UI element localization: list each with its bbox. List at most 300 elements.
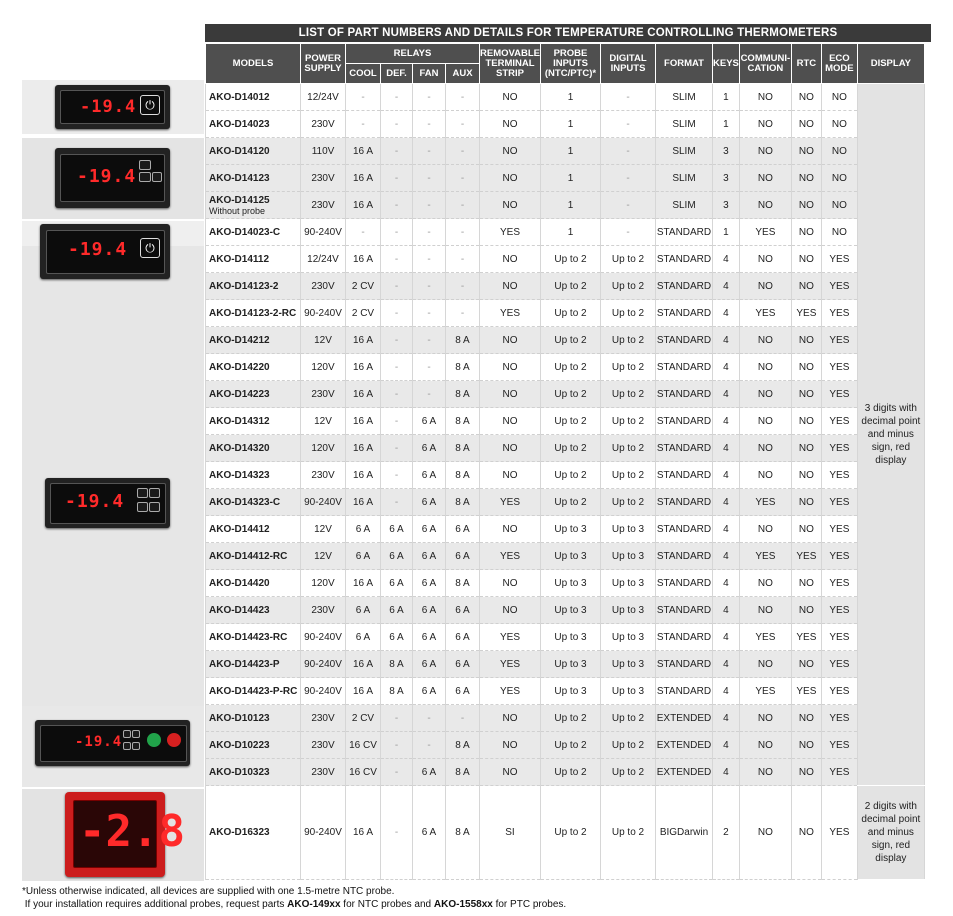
probe-cell: Up to 2 (541, 786, 601, 880)
strip-cell: NO (480, 705, 541, 732)
fan-cell: 6 A (413, 651, 446, 678)
red-button-icon (167, 733, 181, 747)
rtc-cell: NO (791, 516, 821, 543)
digital-cell: Up to 2 (601, 381, 656, 408)
power-cell: 230V (301, 273, 346, 300)
aux-cell: - (446, 111, 480, 138)
format-cell: STANDARD (656, 624, 713, 651)
strip-cell: NO (480, 516, 541, 543)
eco-cell: YES (821, 408, 857, 435)
fan-cell: 6 A (413, 462, 446, 489)
table-row (206, 381, 925, 408)
def-cell: - (381, 300, 413, 327)
cool-cell: 16 A (346, 381, 381, 408)
power-cell: 12/24V (301, 84, 346, 111)
cool-cell: 16 A (346, 786, 381, 880)
table-row (206, 219, 925, 246)
footnote (22, 885, 566, 911)
comm-cell: NO (739, 381, 791, 408)
strip-cell: NO (480, 381, 541, 408)
device-readout: -19.4 (77, 166, 137, 187)
comm-cell: NO (739, 732, 791, 759)
power-cell: 90-240V (301, 300, 346, 327)
keys-cell: 4 (713, 651, 740, 678)
rtc-cell: YES (791, 624, 821, 651)
cool-cell: 16 CV (346, 732, 381, 759)
digital-cell: Up to 3 (601, 678, 656, 705)
keys-cell: 4 (713, 435, 740, 462)
format-cell: STANDARD (656, 408, 713, 435)
format-cell: STANDARD (656, 651, 713, 678)
keys-cell: 2 (713, 786, 740, 880)
eco-cell: YES (821, 489, 857, 516)
power-cell: 110V (301, 138, 346, 165)
keys-cell: 4 (713, 246, 740, 273)
col-aux: AUX (446, 64, 480, 84)
strip-cell: NO (480, 138, 541, 165)
comm-cell: NO (739, 435, 791, 462)
rtc-cell: NO (791, 111, 821, 138)
power-cell: 230V (301, 192, 346, 219)
digital-cell: Up to 2 (601, 300, 656, 327)
format-cell: STANDARD (656, 246, 713, 273)
keys-cell: 4 (713, 732, 740, 759)
power-icon: ⏻ (140, 238, 160, 258)
table-row (206, 786, 925, 880)
digital-cell: - (601, 138, 656, 165)
col-keys: KEYS (713, 44, 740, 84)
cool-cell: 16 A (346, 165, 381, 192)
rtc-cell: NO (791, 732, 821, 759)
power-cell: 230V (301, 165, 346, 192)
power-cell: 90-240V (301, 651, 346, 678)
footnote-line-2: If your installation requires additional probes, request parts AKO-149xx for NTC probes and AKO-1558xx for PTC probes. (24, 899, 567, 910)
fan-cell: - (413, 246, 446, 273)
digital-cell: - (601, 111, 656, 138)
table-row (206, 84, 925, 111)
aux-cell: 6 A (446, 678, 480, 705)
eco-cell: NO (821, 111, 857, 138)
eco-cell: NO (821, 165, 857, 192)
power-cell: 12V (301, 327, 346, 354)
aux-cell: 8 A (446, 435, 480, 462)
power-cell: 90-240V (301, 489, 346, 516)
keys-cell: 4 (713, 678, 740, 705)
col-def: DEF. (381, 64, 413, 84)
def-cell: - (381, 408, 413, 435)
fan-cell: - (413, 732, 446, 759)
cool-cell: 16 CV (346, 759, 381, 786)
device-key-icon (152, 172, 162, 182)
format-cell: STANDARD (656, 543, 713, 570)
power-cell: 12/24V (301, 246, 346, 273)
cool-cell: 16 A (346, 678, 381, 705)
keys-cell: 4 (713, 705, 740, 732)
comm-cell: NO (739, 759, 791, 786)
strip-cell: NO (480, 759, 541, 786)
model-cell: AKO-D14423-P (206, 651, 301, 678)
strip-cell: NO (480, 111, 541, 138)
device-key-icon (123, 742, 131, 750)
rtc-cell: NO (791, 219, 821, 246)
probe-cell: 1 (541, 111, 601, 138)
rtc-cell: NO (791, 786, 821, 880)
def-cell: - (381, 462, 413, 489)
aux-cell: 8 A (446, 570, 480, 597)
table-row (206, 651, 925, 678)
probe-cell: Up to 2 (541, 705, 601, 732)
cool-cell: - (346, 84, 381, 111)
power-cell: 230V (301, 705, 346, 732)
cool-cell: 16 A (346, 354, 381, 381)
comm-cell: NO (739, 354, 791, 381)
eco-cell: NO (821, 192, 857, 219)
aux-cell: 6 A (446, 597, 480, 624)
eco-cell: YES (821, 678, 857, 705)
table-row (206, 678, 925, 705)
fan-cell: - (413, 111, 446, 138)
power-cell: 120V (301, 435, 346, 462)
aux-cell: 8 A (446, 732, 480, 759)
def-cell: - (381, 786, 413, 880)
probe-cell: Up to 2 (541, 354, 601, 381)
format-cell: STANDARD (656, 516, 713, 543)
format-cell: STANDARD (656, 300, 713, 327)
model-cell: AKO-D14423-RC (206, 624, 301, 651)
aux-cell: 8 A (446, 381, 480, 408)
digital-cell: - (601, 165, 656, 192)
eco-cell: YES (821, 732, 857, 759)
device-readout: -19.4 (68, 239, 128, 260)
comm-cell: NO (739, 84, 791, 111)
strip-cell: NO (480, 165, 541, 192)
fan-cell: - (413, 705, 446, 732)
device-key-icon (139, 172, 151, 182)
eco-cell: YES (821, 246, 857, 273)
model-cell: AKO-D10223 (206, 732, 301, 759)
device-image-extended (35, 720, 190, 766)
fan-cell: - (413, 327, 446, 354)
model-cell: AKO-D14125 Without probe (206, 192, 301, 219)
fan-cell: 6 A (413, 489, 446, 516)
eco-cell: YES (821, 543, 857, 570)
format-cell: SLIM (656, 165, 713, 192)
col-models: MODELS (206, 44, 301, 84)
keys-cell: 3 (713, 192, 740, 219)
power-cell: 230V (301, 597, 346, 624)
model-cell: AKO-D14123 (206, 165, 301, 192)
model-cell: AKO-D14120 (206, 138, 301, 165)
rtc-cell: NO (791, 570, 821, 597)
fan-cell: - (413, 354, 446, 381)
aux-cell: - (446, 300, 480, 327)
digital-cell: Up to 2 (601, 786, 656, 880)
footnote-line-1: *Unless otherwise indicated, all devices are supplied with one 1.5-metre NTC probe. (22, 886, 395, 897)
digital-cell: Up to 3 (601, 570, 656, 597)
model-cell: AKO-D14412 (206, 516, 301, 543)
device-image-slim-1key (55, 85, 170, 129)
digital-cell: Up to 2 (601, 273, 656, 300)
strip-cell: NO (480, 327, 541, 354)
def-cell: - (381, 354, 413, 381)
eco-cell: YES (821, 570, 857, 597)
rtc-cell: NO (791, 165, 821, 192)
keys-cell: 4 (713, 273, 740, 300)
aux-cell: 8 A (446, 408, 480, 435)
table-row (206, 516, 925, 543)
table-row (206, 138, 925, 165)
format-cell: STANDARD (656, 354, 713, 381)
power-cell: 90-240V (301, 786, 346, 880)
model-cell: AKO-D14320 (206, 435, 301, 462)
keys-cell: 1 (713, 219, 740, 246)
fan-cell: 6 A (413, 624, 446, 651)
model-cell: AKO-D14012 (206, 84, 301, 111)
part-ntc: AKO-149xx (287, 899, 341, 910)
model-cell: AKO-D14023 (206, 111, 301, 138)
cool-cell: 16 A (346, 408, 381, 435)
def-cell: - (381, 273, 413, 300)
model-cell: AKO-D14420 (206, 570, 301, 597)
keys-cell: 4 (713, 327, 740, 354)
cool-cell: 16 A (346, 462, 381, 489)
digital-cell: Up to 3 (601, 516, 656, 543)
def-cell: 6 A (381, 570, 413, 597)
model-cell: AKO-D14123-2 (206, 273, 301, 300)
def-cell: - (381, 381, 413, 408)
power-cell: 230V (301, 462, 346, 489)
power-cell: 12V (301, 516, 346, 543)
strip-cell: NO (480, 273, 541, 300)
cool-cell: 16 A (346, 489, 381, 516)
comm-cell: NO (739, 138, 791, 165)
device-image-bigdarwin (65, 792, 185, 877)
aux-cell: - (446, 84, 480, 111)
table-row (206, 543, 925, 570)
model-cell: AKO-D14220 (206, 354, 301, 381)
format-cell: STANDARD (656, 570, 713, 597)
probe-cell: Up to 3 (541, 624, 601, 651)
comm-cell: NO (739, 705, 791, 732)
def-cell: - (381, 759, 413, 786)
strip-cell: YES (480, 489, 541, 516)
probe-cell: 1 (541, 165, 601, 192)
table-row (206, 111, 925, 138)
format-cell: EXTENDED (656, 732, 713, 759)
rtc-cell: YES (791, 300, 821, 327)
col-probe-inputs: PROBE INPUTS (NTC/PTC)* (541, 44, 601, 84)
strip-cell: YES (480, 651, 541, 678)
strip-cell: NO (480, 570, 541, 597)
display-note-big: 2 digits with decimal point and minus sign, red display (857, 786, 924, 880)
digital-cell: Up to 2 (601, 705, 656, 732)
power-cell: 90-240V (301, 678, 346, 705)
rtc-cell: NO (791, 273, 821, 300)
fan-cell: 6 A (413, 435, 446, 462)
rtc-cell: NO (791, 462, 821, 489)
def-cell: - (381, 138, 413, 165)
eco-cell: YES (821, 462, 857, 489)
keys-cell: 3 (713, 165, 740, 192)
def-cell: - (381, 219, 413, 246)
eco-cell: YES (821, 273, 857, 300)
rtc-cell: YES (791, 678, 821, 705)
table-row (206, 732, 925, 759)
table-row (206, 597, 925, 624)
rtc-cell: NO (791, 246, 821, 273)
model-cell: AKO-D10123 (206, 705, 301, 732)
cool-cell: - (346, 111, 381, 138)
device-key-icon (123, 730, 131, 738)
probe-cell: Up to 3 (541, 516, 601, 543)
def-cell: - (381, 489, 413, 516)
eco-cell: YES (821, 354, 857, 381)
format-cell: SLIM (656, 111, 713, 138)
strip-cell: YES (480, 624, 541, 651)
comm-cell: NO (739, 786, 791, 880)
fan-cell: - (413, 273, 446, 300)
eco-cell: YES (821, 624, 857, 651)
model-cell: AKO-D14423-P-RC (206, 678, 301, 705)
fan-cell: - (413, 84, 446, 111)
eco-cell: YES (821, 786, 857, 880)
keys-cell: 4 (713, 597, 740, 624)
keys-cell: 4 (713, 381, 740, 408)
product-band-standard-4 (22, 246, 204, 706)
format-cell: BIGDarwin (656, 786, 713, 880)
cool-cell: 16 A (346, 192, 381, 219)
device-image-standard-1key (40, 224, 170, 279)
col-rtc: RTC (791, 44, 821, 84)
aux-cell: 8 A (446, 462, 480, 489)
device-readout: -2.8 (79, 806, 185, 857)
keys-cell: 4 (713, 408, 740, 435)
col-digital-inputs: DIGITAL INPUTS (601, 44, 656, 84)
format-cell: SLIM (656, 84, 713, 111)
device-key-icon (137, 488, 148, 498)
keys-cell: 4 (713, 624, 740, 651)
col-eco-mode: ECO MODE (821, 44, 857, 84)
fan-cell: 6 A (413, 408, 446, 435)
format-cell: SLIM (656, 138, 713, 165)
comm-cell: YES (739, 624, 791, 651)
comm-cell: NO (739, 570, 791, 597)
strip-cell: YES (480, 300, 541, 327)
device-key-icon (132, 730, 140, 738)
keys-cell: 4 (713, 570, 740, 597)
digital-cell: - (601, 219, 656, 246)
def-cell: 8 A (381, 678, 413, 705)
probe-cell: Up to 3 (541, 543, 601, 570)
digital-cell: Up to 3 (601, 543, 656, 570)
model-cell: AKO-D14412-RC (206, 543, 301, 570)
strip-cell: NO (480, 354, 541, 381)
cool-cell: 6 A (346, 543, 381, 570)
rtc-cell: NO (791, 84, 821, 111)
power-cell: 230V (301, 759, 346, 786)
device-key-icon (149, 488, 160, 498)
probe-cell: Up to 2 (541, 462, 601, 489)
cool-cell: 2 CV (346, 273, 381, 300)
table-row (206, 165, 925, 192)
fan-cell: - (413, 165, 446, 192)
probe-cell: 1 (541, 219, 601, 246)
probe-cell: Up to 2 (541, 732, 601, 759)
comm-cell: YES (739, 678, 791, 705)
power-icon: ⏻ (140, 95, 160, 115)
fan-cell: - (413, 381, 446, 408)
strip-cell: YES (480, 678, 541, 705)
def-cell: - (381, 435, 413, 462)
table-row (206, 192, 925, 219)
aux-cell: - (446, 192, 480, 219)
cool-cell: 16 A (346, 327, 381, 354)
aux-cell: - (446, 705, 480, 732)
fan-cell: - (413, 300, 446, 327)
device-readout: -19.4 (75, 734, 123, 750)
strip-cell: NO (480, 408, 541, 435)
col-removable-terminal-strip: REMOVABLE TERMINAL STRIP (480, 44, 541, 84)
device-image-standard-4key (45, 478, 170, 528)
def-cell: 6 A (381, 597, 413, 624)
table-row (206, 246, 925, 273)
device-key-icon (137, 502, 148, 512)
keys-cell: 4 (713, 759, 740, 786)
device-readout: -19.4 (80, 97, 137, 117)
probe-cell: Up to 2 (541, 381, 601, 408)
comm-cell: YES (739, 543, 791, 570)
aux-cell: - (446, 273, 480, 300)
comm-cell: NO (739, 111, 791, 138)
keys-cell: 1 (713, 84, 740, 111)
cool-cell: 2 CV (346, 300, 381, 327)
strip-cell: NO (480, 597, 541, 624)
keys-cell: 4 (713, 516, 740, 543)
model-cell: AKO-D14223 (206, 381, 301, 408)
keys-cell: 4 (713, 354, 740, 381)
comm-cell: NO (739, 651, 791, 678)
rtc-cell: NO (791, 435, 821, 462)
power-cell: 230V (301, 381, 346, 408)
rtc-cell: NO (791, 192, 821, 219)
aux-cell: - (446, 246, 480, 273)
cool-cell: 2 CV (346, 705, 381, 732)
format-cell: SLIM (656, 192, 713, 219)
rtc-cell: NO (791, 381, 821, 408)
fan-cell: - (413, 192, 446, 219)
cool-cell: 16 A (346, 138, 381, 165)
eco-cell: YES (821, 516, 857, 543)
strip-cell: SI (480, 786, 541, 880)
power-cell: 12V (301, 543, 346, 570)
rtc-cell: NO (791, 705, 821, 732)
digital-cell: Up to 2 (601, 327, 656, 354)
strip-cell: NO (480, 435, 541, 462)
cool-cell: 16 A (346, 651, 381, 678)
col-power-supply: POWER SUPPLY (301, 44, 346, 84)
eco-cell: NO (821, 84, 857, 111)
fan-cell: - (413, 138, 446, 165)
eco-cell: YES (821, 300, 857, 327)
aux-cell: 6 A (446, 651, 480, 678)
digital-cell: Up to 2 (601, 408, 656, 435)
table-title: LIST OF PART NUMBERS AND DETAILS FOR TEMPERATURE CONTROLLING THERMOMETERS (205, 24, 931, 42)
digital-cell: Up to 2 (601, 462, 656, 489)
probe-cell: 1 (541, 192, 601, 219)
rtc-cell: NO (791, 408, 821, 435)
digital-cell: Up to 2 (601, 732, 656, 759)
def-cell: - (381, 327, 413, 354)
